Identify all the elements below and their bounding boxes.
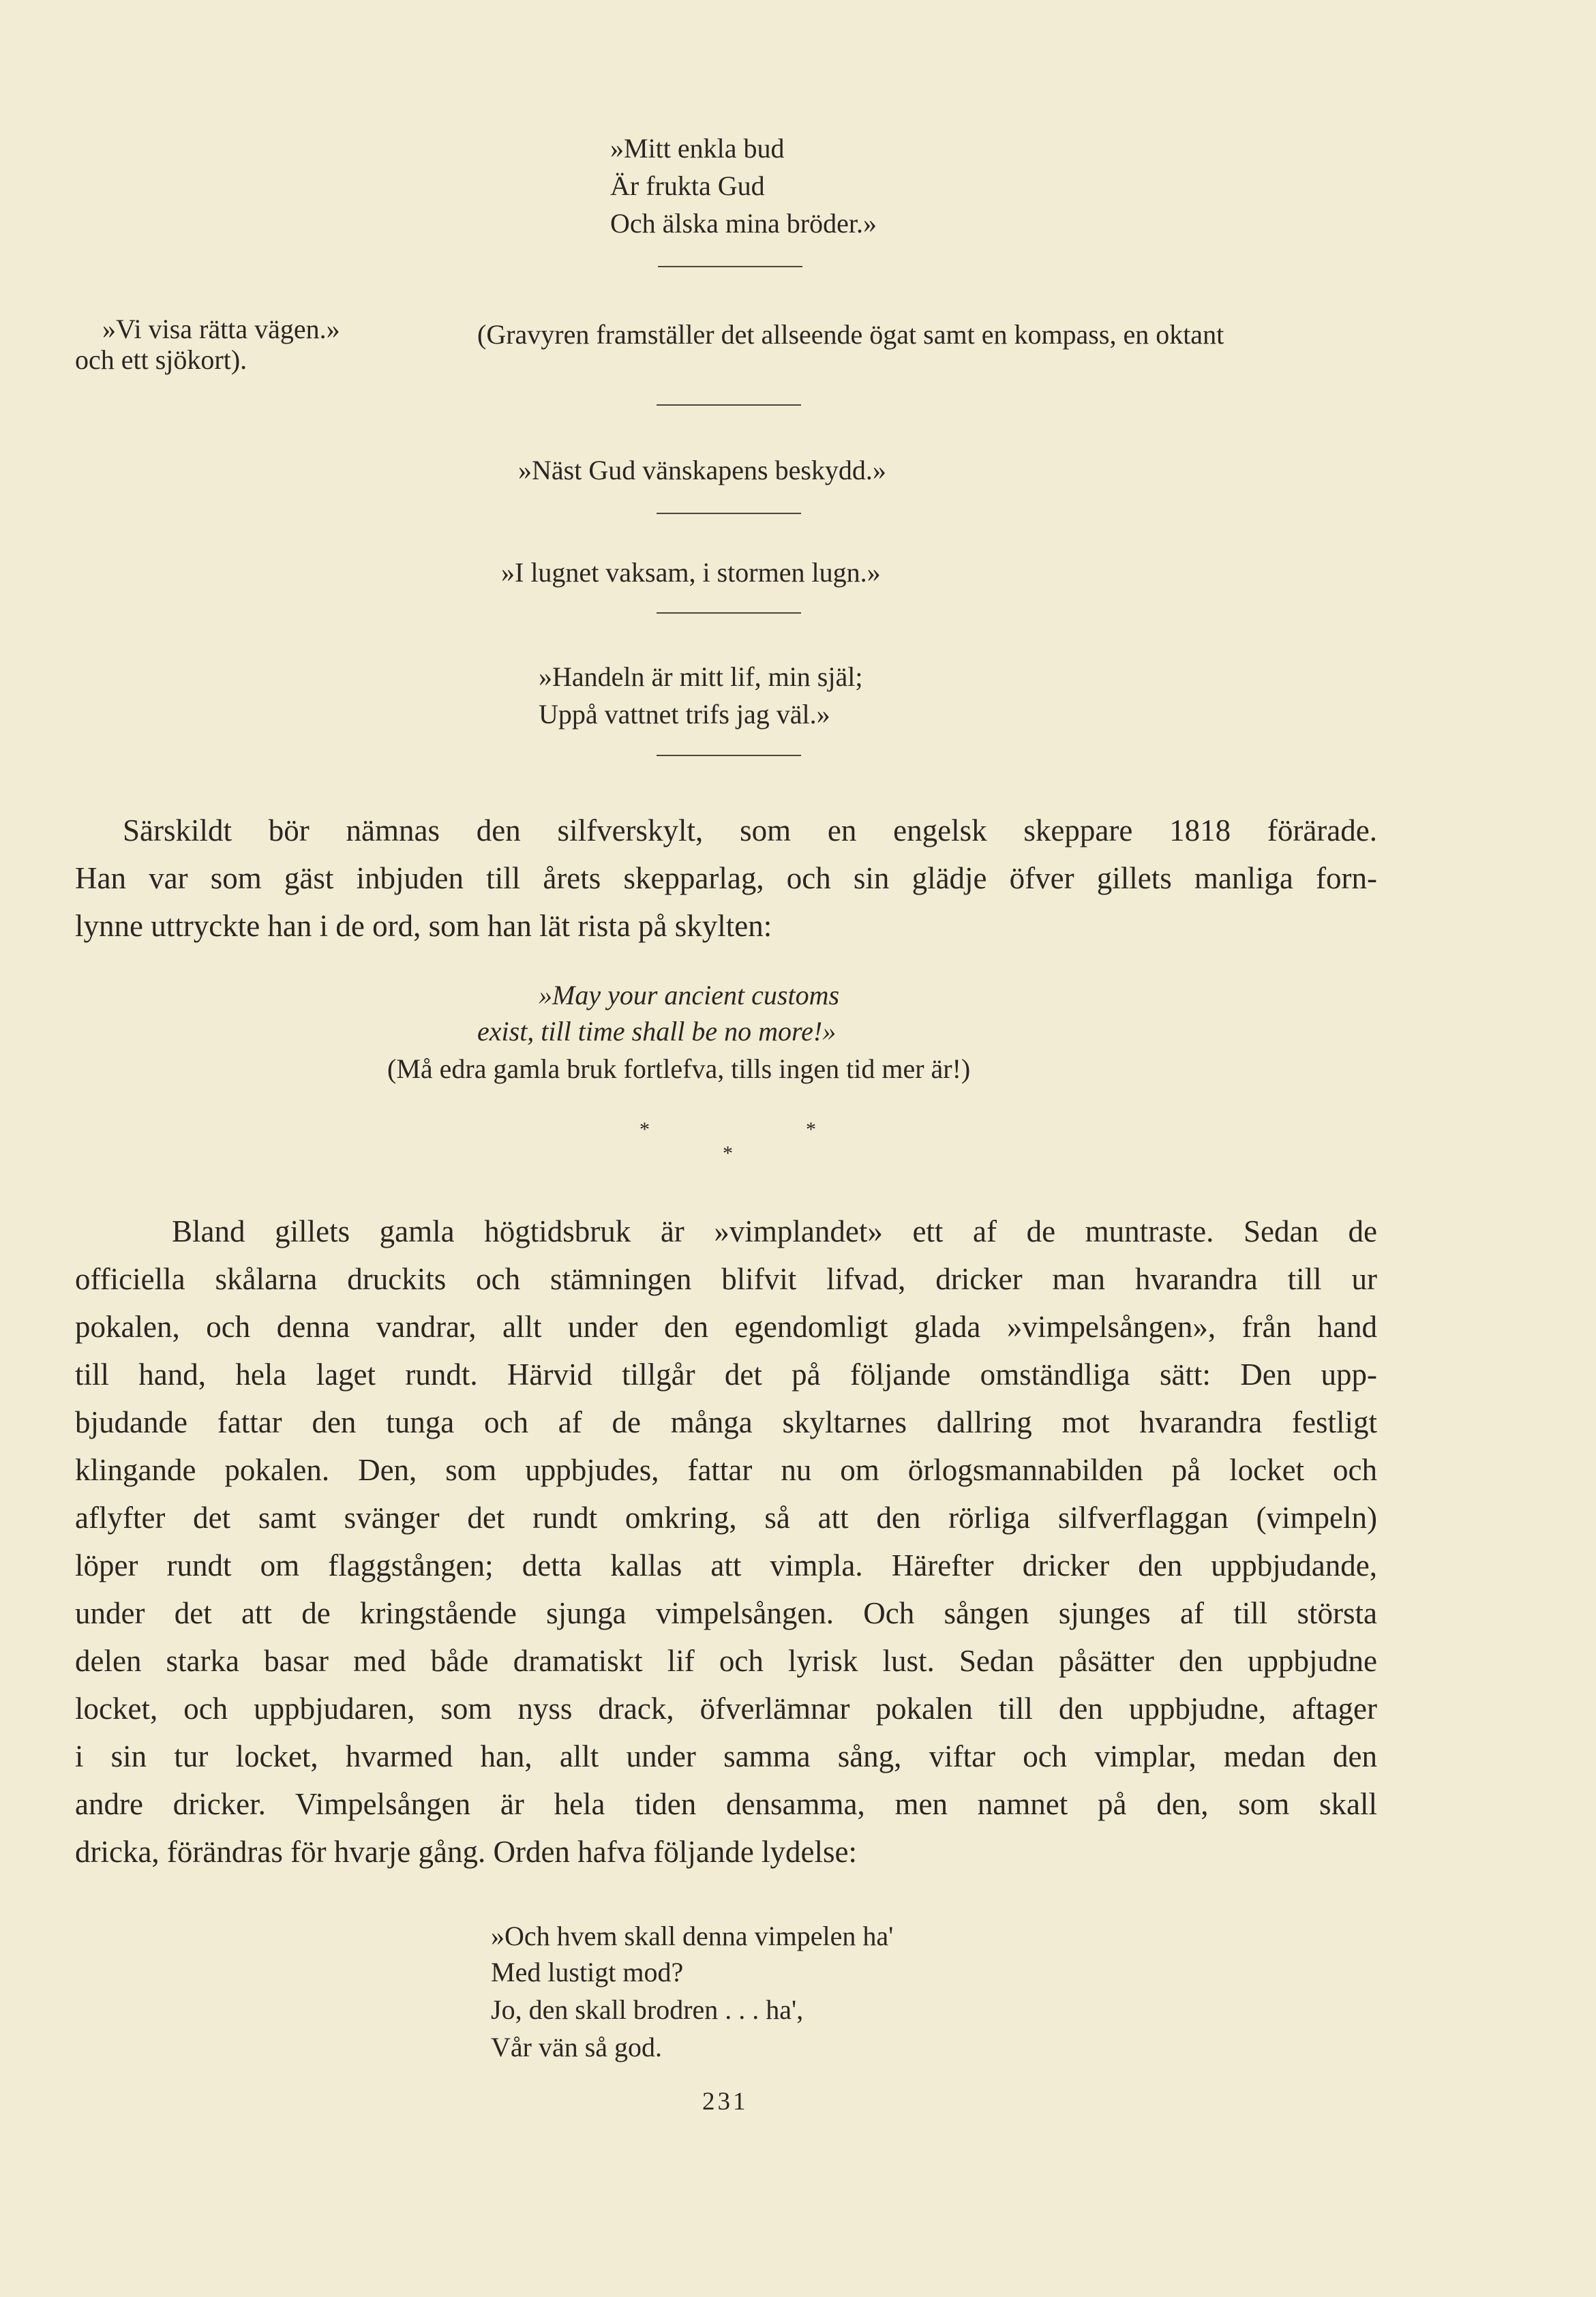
song-line-3: Jo, den skall brodren . . . ha', (491, 1994, 804, 2025)
motto2-quote: »Vi visa rätta vägen.» (102, 314, 340, 344)
para1-line-2: Han var som gäst inbjuden till årets skepparlag, och sin glädje öfver gillets manliga forn- (75, 861, 1377, 895)
divider (657, 612, 801, 614)
para2-line-4: till hand, hela laget rundt. Härvid tillgår det på följande omständliga sätt: Den upp- (75, 1357, 1377, 1392)
english-quote-line-1: »May your ancient customs (539, 980, 840, 1010)
para2-line-5: bjudande fattar den tunga och af de många skyltarnes dallring mot hvarandra festligt (75, 1405, 1377, 1439)
para2-line-1: Bland gillets gamla högtidsbruk är »vimplandet» ett af de muntraste. Sedan de (172, 1214, 1377, 1248)
para2-line-11: locket, och uppbjudaren, som nyss drack, öfverlämnar pokalen till den uppbjudne, aftager (75, 1692, 1377, 1726)
divider (658, 266, 802, 267)
para2-line-13: andre dricker. Vimpelsången är hela tiden densamma, men namnet på den, som skall (75, 1787, 1377, 1821)
motto1-line-1: »Mitt enkla bud (610, 133, 785, 164)
para2-line-14: dricka, förändras för hvarje gång. Orden hafva följande lydelse: (75, 1835, 858, 1869)
motto3: »Näst Gud vänskapens beskydd.» (518, 455, 886, 485)
asterism-star: * (806, 1118, 816, 1141)
para2-line-9: under det att de kringstående sjunga vimpelsången. Och sången sjunges af till största (75, 1596, 1377, 1630)
motto5-line-1: »Handeln är mitt lif, min själ; (539, 661, 863, 692)
song-line-1: »Och hvem skall denna vimpelen ha' (491, 1921, 894, 1951)
quote-translation: (Må edra gamla bruk fortlefva, tills ingen tid mer är!) (387, 1053, 971, 1084)
motto4: »I lugnet vaksam, i stormen lugn.» (501, 557, 881, 588)
motto2-description: (Gravyren framställer det allseende ögat samt en kompass, en oktant (477, 319, 1224, 350)
divider (657, 404, 801, 406)
para2-line-12: i sin tur locket, hvarmed han, allt under samma sång, viftar och vimplar, medan den (75, 1739, 1377, 1773)
page-number: 231 (702, 2088, 749, 2116)
asterism-star: * (723, 1142, 733, 1165)
song-line-2: Med lustigt mod? (491, 1957, 684, 1987)
para1-line-3: lynne uttryckte han i de ord, som han lät rista på skylten: (75, 909, 772, 943)
para2-line-8: löper rundt om flaggstången; detta kallas att vimpla. Härefter dricker den uppbjudande, (75, 1548, 1377, 1582)
divider (657, 513, 801, 514)
para2-line-7: aflyfter det samt svänger det rundt omkring, så att den rörliga silfverflaggan (vimpeln) (75, 1501, 1377, 1535)
para2-line-10: delen starka basar med både dramatiskt lif och lyrisk lust. Sedan påsätter den uppbjudne (75, 1644, 1377, 1678)
para1-line-1: Särskildt bör nämnas den silfverskylt, som en engelsk skeppare 1818 förärade. (123, 813, 1377, 847)
para2-line-6: klingande pokalen. Den, som uppbjudes, fattar nu om örlogsmannabilden på locket och (75, 1453, 1377, 1487)
motto1-line-3: Och älska mina bröder.» (610, 208, 877, 239)
asterism-star: * (639, 1118, 650, 1141)
para2-line-3: pokalen, och denna vandrar, allt under den egendomligt glada »vimpelsången», från hand (75, 1310, 1377, 1344)
english-quote-line-2: exist, till time shall be no more!» (477, 1016, 837, 1047)
divider (657, 755, 801, 756)
motto5-line-2: Uppå vattnet trifs jag väl.» (539, 699, 830, 730)
motto2-description-cont: och ett sjökort). (75, 344, 247, 375)
motto1-line-2: Är frukta Gud (610, 170, 765, 201)
para2-line-2: officiella skålarna druckits och stämningen blifvit lifvad, dricker man hvarandra till ur (75, 1262, 1377, 1296)
song-line-4: Vår vän så god. (491, 2032, 663, 2062)
